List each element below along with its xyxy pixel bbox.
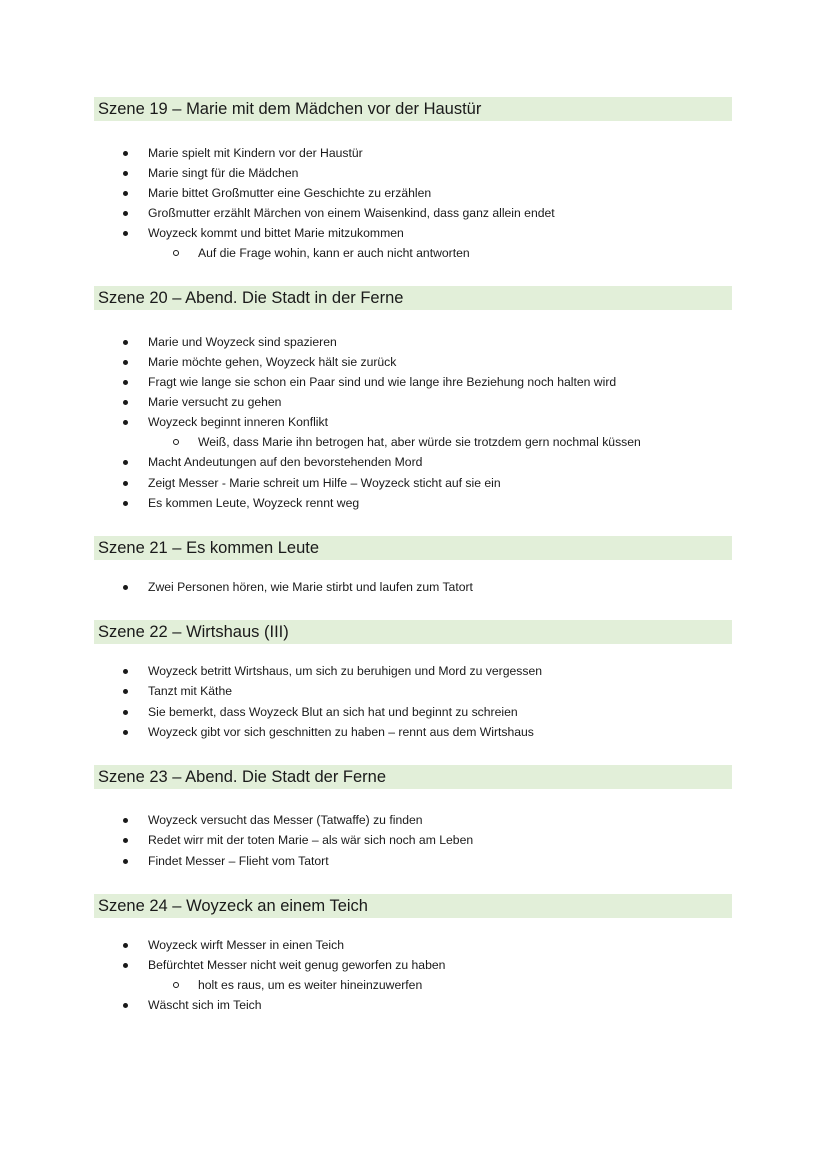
list-item: Woyzeck versucht das Messer (Tatwaffe) zu finden	[148, 810, 423, 830]
list-item: Tanzt mit Käthe	[148, 681, 232, 701]
list-item: Macht Andeutungen auf den bevorstehenden Mord	[148, 452, 422, 472]
scene-heading: Szene 22 – Wirtshaus (III)	[94, 620, 732, 644]
list-item: Marie und Woyzeck sind spazieren	[148, 332, 337, 352]
list-item: Woyzeck betritt Wirtshaus, um sich zu beruhigen und Mord zu vergessen	[148, 661, 542, 681]
list-item: Marie möchte gehen, Woyzeck hält sie zurück	[148, 352, 396, 372]
list-item: Fragt wie lange sie schon ein Paar sind und wie lange ihre Beziehung noch halten wird	[148, 372, 616, 392]
scene-heading: Szene 21 – Es kommen Leute	[94, 536, 732, 560]
list-item: Woyzeck gibt vor sich geschnitten zu haben – rennt aus dem Wirtshaus	[148, 722, 534, 742]
list-item: Marie spielt mit Kindern vor der Haustür	[148, 143, 363, 163]
sub-list-item: Weiß, dass Marie ihn betrogen hat, aber würde sie trotzdem gern nochmal küssen	[198, 432, 641, 452]
list-item: Woyzeck wirft Messer in einen Teich	[148, 935, 344, 955]
list-item: Befürchtet Messer nicht weit genug geworfen zu haben	[148, 955, 445, 975]
list-item: Zwei Personen hören, wie Marie stirbt und laufen zum Tatort	[148, 577, 473, 597]
scene-heading: Szene 19 – Marie mit dem Mädchen vor der Haustür	[94, 97, 732, 121]
sub-list-item: Auf die Frage wohin, kann er auch nicht antworten	[198, 243, 470, 263]
list-item: Zeigt Messer - Marie schreit um Hilfe – Woyzeck sticht auf sie ein	[148, 473, 501, 493]
scene-heading: Szene 23 – Abend. Die Stadt der Ferne	[94, 765, 732, 789]
list-item: Marie bittet Großmutter eine Geschichte zu erzählen	[148, 183, 431, 203]
scene-heading: Szene 20 – Abend. Die Stadt in der Ferne	[94, 286, 732, 310]
list-item: Wäscht sich im Teich	[148, 995, 262, 1015]
list-item: Redet wirr mit der toten Marie – als wär sich noch am Leben	[148, 830, 473, 850]
list-item: Es kommen Leute, Woyzeck rennt weg	[148, 493, 359, 513]
list-item: Findet Messer – Flieht vom Tatort	[148, 851, 329, 871]
list-item: Woyzeck kommt und bittet Marie mitzukommen	[148, 223, 404, 243]
sub-list-item: holt es raus, um es weiter hineinzuwerfen	[198, 975, 422, 995]
list-item: Marie versucht zu gehen	[148, 392, 281, 412]
scene-heading: Szene 24 – Woyzeck an einem Teich	[94, 894, 732, 918]
list-item: Sie bemerkt, dass Woyzeck Blut an sich hat und beginnt zu schreien	[148, 702, 518, 722]
list-item: Marie singt für die Mädchen	[148, 163, 298, 183]
list-item: Woyzeck beginnt inneren Konflikt	[148, 412, 328, 432]
list-item: Großmutter erzählt Märchen von einem Waisenkind, dass ganz allein endet	[148, 203, 555, 223]
